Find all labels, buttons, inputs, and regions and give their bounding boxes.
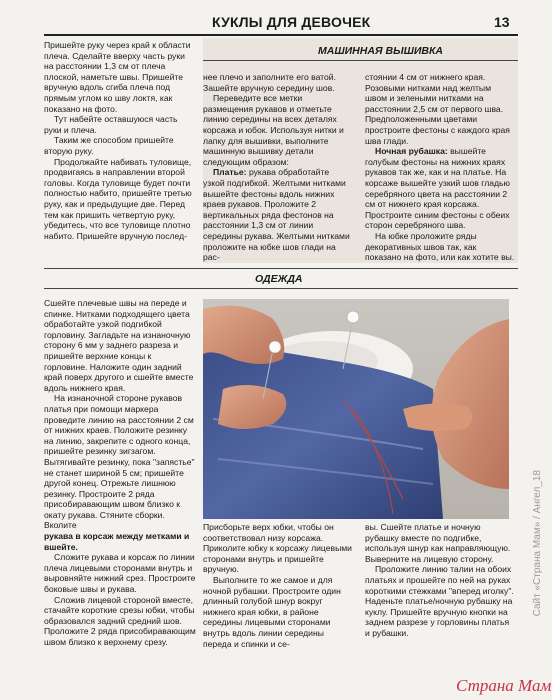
sewing-photo-image xyxy=(203,299,509,519)
paragraph: На изнаночной стороне рукавов платья при помощи маркера проведите линию на расстоянии 2 см от нижних краев. Положите резинку на линию, закрепите с одного конца, пришейте резинку зигзагом. Вытягивайте резинку, пока "запястье" не станет шириной 5 см; пришейте другой конец. Отрежьте лишнюю резинку. Простроите 2 ряда присобиравающим швом близко к окату рукава. Стяните сборки. Вколите xyxy=(44,393,195,531)
section-rule xyxy=(203,60,518,61)
paragraph: На юбке проложите ряды декоративных швов так, как показано на фото, или как хотите вы. xyxy=(365,230,515,263)
paragraph: Сложив лицевой стороной вместе, стачайте короткие срезы юбки, чтобы образовался задний средний шов. Проложите 2 ряда присобиравающим швом близко к верхнему срезу. xyxy=(44,594,196,647)
paragraph: рукава в корсаж между метками и вшейте. xyxy=(44,531,190,552)
paragraph: Тут набейте оставшуюся часть руки и плеча. xyxy=(44,114,178,135)
paragraph: Переведите все метки размещения рукавов и отметьте линию середины на всех деталях корсажа и юбок. Используя нитки и лапку для вышивки, выполните машинную вышивку детали следующим образом: xyxy=(203,93,344,167)
section-rule xyxy=(44,288,518,289)
paragraph: нее плечо и заполните его ватой. Зашейте вручную середину шов. xyxy=(203,72,336,93)
section-title-clothes: ОДЕЖДА xyxy=(255,273,303,285)
page-number: 13 xyxy=(494,14,510,30)
column-3-top xyxy=(365,72,515,263)
paragraph: вы. Сшейте платье и ночную рубашку вместе по подгибке, используя шнур как направляющую. Выверните на лицевую сторону. xyxy=(365,522,511,564)
header-rule xyxy=(44,34,518,36)
side-watermark: Сайт «Страна Мам» / Ангел_18 xyxy=(532,470,543,617)
page-header-title: КУКЛЫ ДЛЯ ДЕВОЧЕК xyxy=(212,14,371,30)
column-3-bottom xyxy=(365,522,515,639)
text: вышейте голубым фестоны на нижних краях рукавов так же, как и на платье. На корсаже вышейте узкий шов гладью серебряного цвета на расстоянии 2 см от нижнего края корсажа. Простроите синим фестоны с обеих сторон серебряного шва. xyxy=(365,146,510,231)
label: Ночная рубашка: xyxy=(375,146,448,157)
watermark-logo: Страна Мам xyxy=(456,676,552,695)
paragraph: стоянии 4 см от нижнего края. Розовыми нитками над желтым швом и зелеными нитками на расстоянии 2,5 см от первого шва. Предположенными цветами простроите фестоны с каждого края шва глади. xyxy=(365,72,510,146)
paragraph: Таким же способом пришейте вторую руку. xyxy=(44,135,174,156)
section-title-embroidery: МАШИННАЯ ВЫШИВКА xyxy=(318,45,444,57)
paragraph: Продолжайте набивать туловище, продвигаясь в направлении второй головы. Когда туловище будет почти полностью набито, пришейте третью руку, как и предыдущие две. Перед тем как пришить четвертую руку, убедитесь, что все туловище плотно набито. Пришейте вручную послед- xyxy=(44,156,192,241)
column-2-bottom xyxy=(203,522,353,649)
section-rule xyxy=(44,268,518,269)
text: рукава обработайте узкой подгибкой. Желтыми нитками вышейте фестоны вдоль нижних краев рукавов. Проложите 2 вертикальных ряда фестонов на расстоянии 1,3 см от линии середины рукава. Желтыми нитками проложите на юбке шов глади на рас- xyxy=(203,167,350,263)
paragraph: Сшейте плечевые швы на переде и спинке. Нитками подходящего цвета обработайте узкой подгибкой горловину. Загладьте на изнаночную сторону 6 мм у заднего разреза и пришейте верхние концы к горловине. Наложите один задний край поверх другого и сшейте вместе вдоль нижнего края. xyxy=(44,298,194,393)
label: Платье: xyxy=(213,167,247,178)
sewing-photo xyxy=(203,299,509,519)
column-1-top xyxy=(44,40,196,241)
paragraph: Присборьте верх юбки, чтобы он соответствовал низу корсажа. Приколите юбку к корсажу лицевыми сторонами внутрь и пришейте вручную. xyxy=(203,522,352,575)
column-1-bottom xyxy=(44,298,196,648)
paragraph: Выполните то же самое и для ночной рубашки. Простроите один длинный голубой шнур вокруг нижнего края юбки, в районе середины лицевыми сторонами внутрь вдоль линии середины переда и спинки и се- xyxy=(203,574,341,649)
paragraph xyxy=(365,146,515,231)
paragraph: Пришейте руку через край к области плеча. Сделайте вверху часть руки на расстоянии 1,3 см от плеча плоской, наметьте швы. Пришейте вручную вдоль сгиба плеча под прямым углом ко шву локтя, как показано на фото. xyxy=(44,40,191,114)
paragraph: Проложите линию талии на обоих платьях и прошейте по ней на руках короткими стежками "вперед иголку". Наденьте платье/ночную рубашку на куклу. Пришейте вручную кнопки на заднем разрезе у горловины платья и рубашки. xyxy=(365,564,514,638)
paragraph: Сложите рукава и корсаж по линии плеча лицевыми сторонами внутрь и выровняйте нижний срез. Простроите боковые швы и рукава. xyxy=(44,552,196,595)
paragraph xyxy=(203,167,353,262)
column-2-top xyxy=(203,72,353,263)
